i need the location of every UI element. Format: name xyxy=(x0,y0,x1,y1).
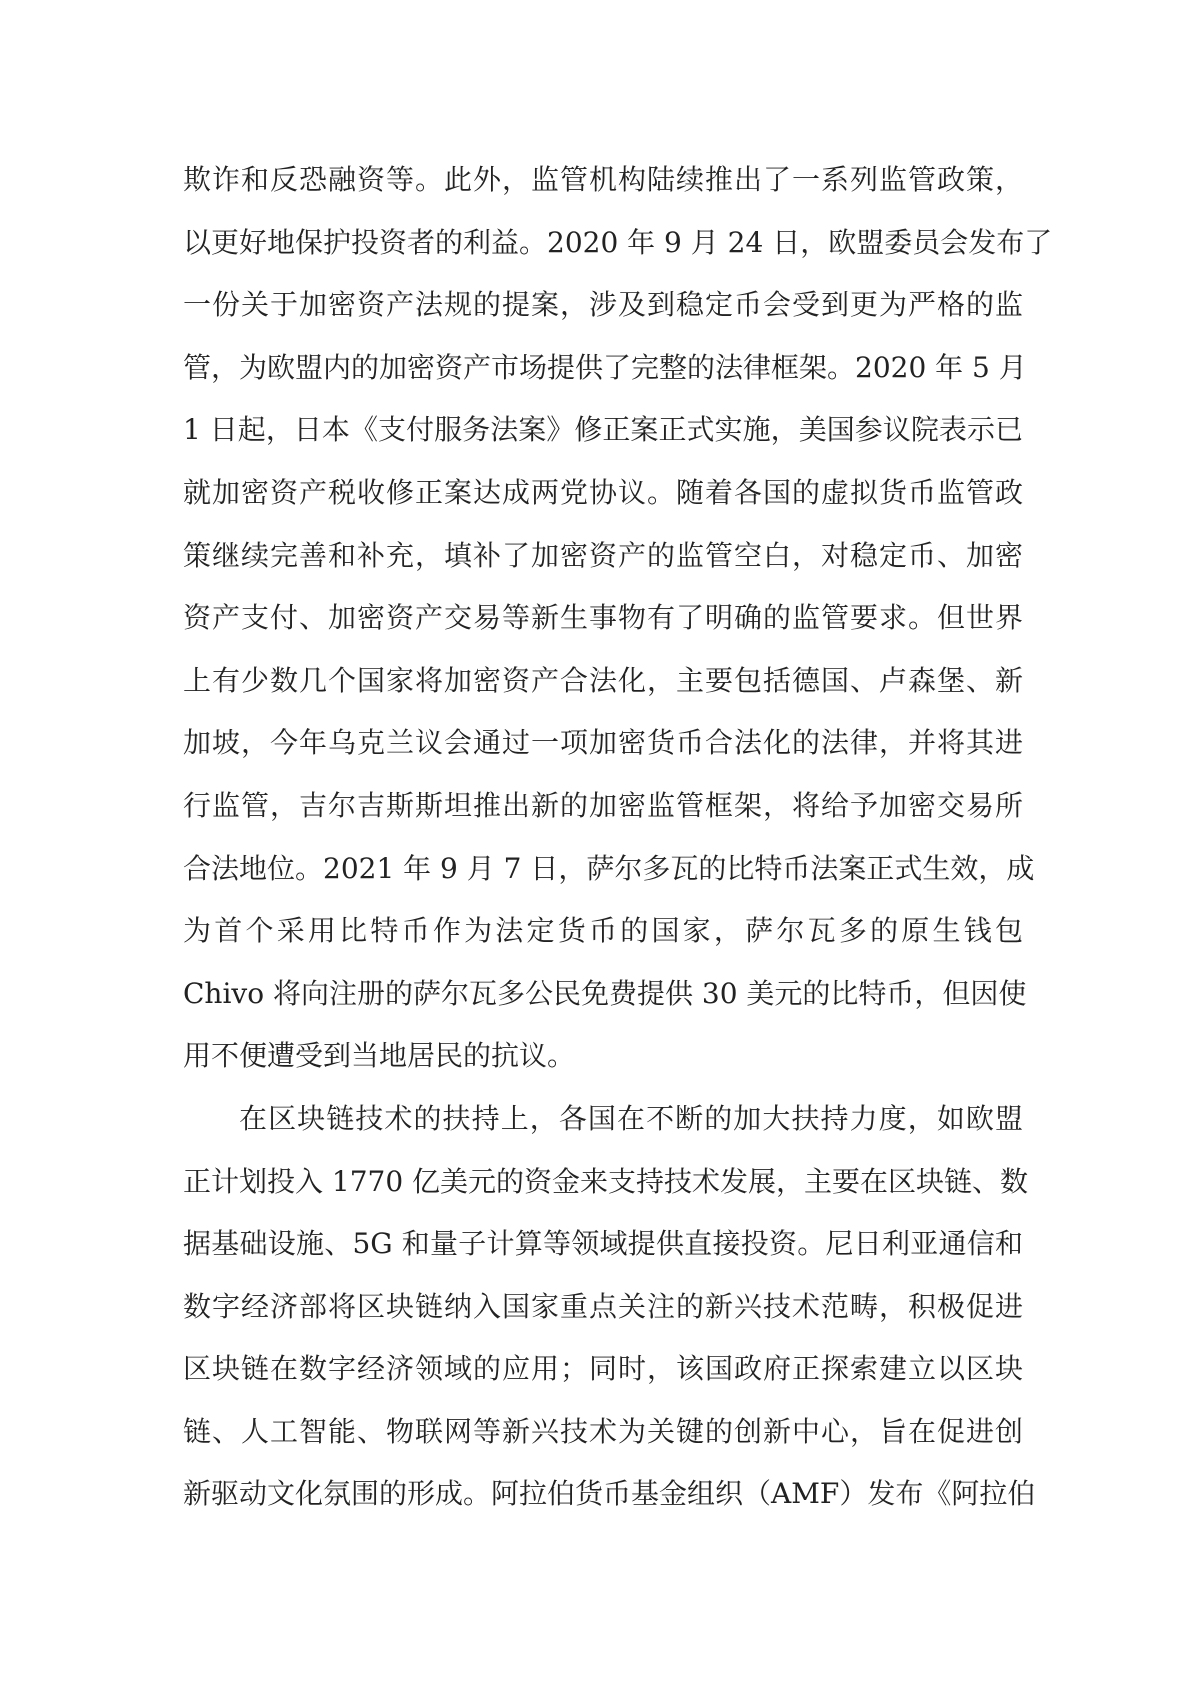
text-line: 就加密资产税收修正案达成两党协议。随着各国的虚拟货币监管政 xyxy=(183,475,1023,509)
text-line: 据基础设施、5G 和量子计算等领域提供直接投资。尼日利亚通信和 xyxy=(183,1227,1023,1261)
text-line: 加坡，今年乌克兰议会通过一项加密货币合法化的法律，并将其进 xyxy=(183,726,1023,760)
text-line: 一份关于加密资产法规的提案，涉及到稳定币会受到更为严格的监 xyxy=(183,288,1023,322)
text-line: 数字经济部将区块链纳入国家重点关注的新兴技术范畴，积极促进 xyxy=(183,1289,1023,1323)
text-line: 正计划投入 1770 亿美元的资金来支持技术发展，主要在区块链、数 xyxy=(183,1164,1029,1198)
text-line: 新驱动文化氛围的形成。阿拉伯货币基金组织（AMF）发布《阿拉伯 xyxy=(183,1477,1036,1511)
paragraph-2 xyxy=(183,1091,1036,1529)
text-line: 策继续完善和补充，填补了加密资产的监管空白，对稳定币、加密 xyxy=(183,538,1023,572)
text-line: 链、人工智能、物联网等新兴技术为关键的创新中心，旨在促进创 xyxy=(183,1414,1023,1448)
text-line: 以更好地保护投资者的利益。2020 年 9 月 24 日，欧盟委员会发布了 xyxy=(183,225,1053,259)
text-line: 行监管，吉尔吉斯斯坦推出新的加密监管框架，将给予加密交易所 xyxy=(183,788,1023,822)
document-page xyxy=(183,152,1053,1529)
text-line: 在区块链技术的扶持上，各国在不断的加大扶持力度，如欧盟 xyxy=(239,1101,1023,1135)
text-line: 为首个采用比特币作为法定货币的国家，萨尔瓦多的原生钱包 xyxy=(183,914,1023,948)
paragraph-1 xyxy=(183,152,1053,1091)
text-line: 1 日起，日本《支付服务法案》修正案正式实施，美国参议院表示已 xyxy=(183,413,1023,447)
text-line: 用不便遭受到当地居民的抗议。 xyxy=(183,1039,576,1073)
text-line: 欺诈和反恐融资等。此外，监管机构陆续推出了一系列监管政策， xyxy=(183,163,1023,196)
text-line: 区块链在数字经济领域的应用；同时，该国政府正探索建立以区块 xyxy=(183,1352,1023,1386)
text-line: 管，为欧盟内的加密资产市场提供了完整的法律框架。2020 年 5 月 xyxy=(183,350,1027,384)
text-line: 合法地位。2021 年 9 月 7 日，萨尔多瓦的比特币法案正式生效，成 xyxy=(183,851,1035,885)
text-line: Chivo 将向注册的萨尔瓦多公民免费提供 30 美元的比特币，但因使 xyxy=(183,976,1027,1010)
text-line: 上有少数几个国家将加密资产合法化，主要包括德国、卢森堡、新 xyxy=(183,663,1023,697)
text-line: 资产支付、加密资产交易等新生事物有了明确的监管要求。但世界 xyxy=(183,601,1023,635)
